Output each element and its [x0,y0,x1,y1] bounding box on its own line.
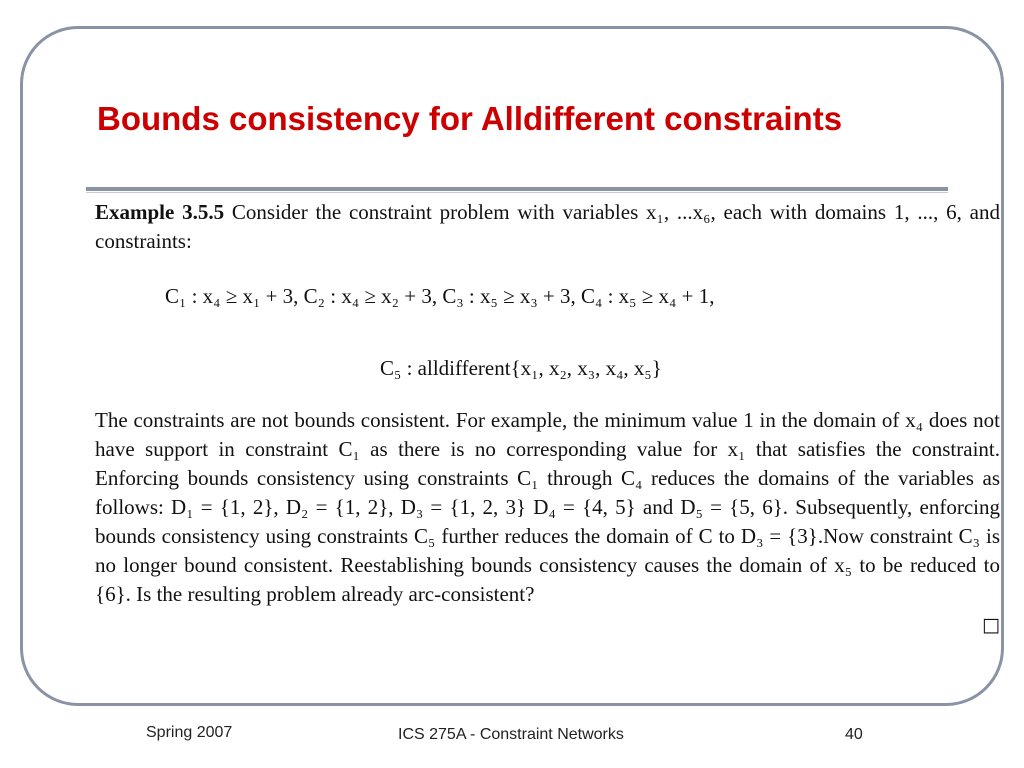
footer-page-number: 40 [845,726,863,743]
title-divider [86,187,948,191]
slide-title: Bounds consistency for Alldifferent constraints [97,100,843,137]
title-divider-shadow [86,192,948,193]
qed-box-icon: □ [982,614,1000,636]
example-body: The constraints are not bounds consistent. For example, the minimum value 1 in the domain of x₄ does not have support in constraint C₁ as there is no corresponding value for x₁ that satisfies the constraint. Enforcing bounds consistency using constraints C₁ through C₄ reduces the domains of the variables as follows: D₁ = {1, 2}, D₂ = {1, 2}, D₃ = {1, 2, 3} D₄ = {4, 5} and D₅ = {5, 6}. Subsequently, enforcing bounds consistency using constraints C₅ further reduces the domain of C to D₃ = {3}.Now constraint C₃ is no longer bound consistent. Reestablishing bounds consistency causes the domain of x₅ to be reduced to {6}. Is the resulting problem already arc-consistent? [95,408,1000,606]
footer-date: Spring 2007 [146,724,233,741]
footer-course: ICS 275A - Constraint Networks [398,726,624,743]
example-label: Example 3.5.5 [95,200,225,224]
example-intro-text: Consider the constraint problem with variables x₁, ...x₆, each with domains 1, ..., 6, and constraints: [95,200,1000,253]
example-intro [95,198,1000,256]
alldifferent-equation: C₅ : alldifferent{x₁, x₂, x₃, x₄, x₅} [380,356,662,380]
constraints-equations: C₁ : x₄ ≥ x₁ + 3, C₂ : x₄ ≥ x₂ + 3, C₃ : x₅ ≥ x₃ + 3, C₄ : x₅ ≥ x₄ + 1, [165,284,715,308]
example-content [95,198,1000,636]
